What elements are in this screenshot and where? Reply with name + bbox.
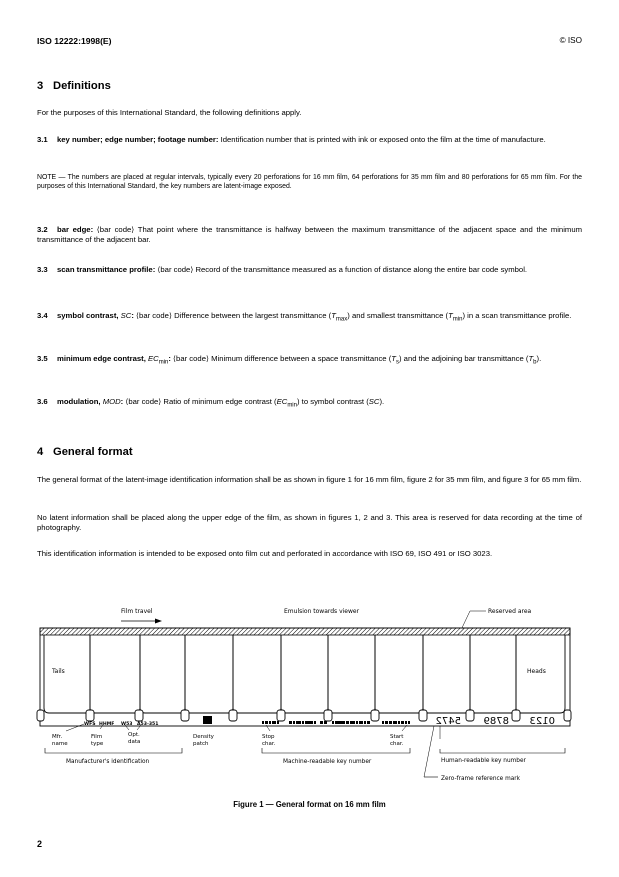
- subscript: min: [287, 402, 297, 409]
- text-part: ) to symbol contrast (: [296, 397, 369, 406]
- variable: T: [448, 311, 453, 320]
- text-part: ).: [379, 397, 385, 406]
- page-number: 2: [37, 839, 43, 849]
- definition-term: scan transmittance profile:: [57, 265, 156, 274]
- definition-text: ⟨bar code⟩ That point where the transmittance is halfway between the maximum transmittance of the adjacent space and the minimum transmittance of the adjacent bar.: [37, 225, 583, 244]
- key-number-1: 5472: [435, 716, 461, 727]
- definition-number: 3.6: [37, 397, 48, 406]
- text-part: ) and the adjoining bar transmittance (: [398, 354, 529, 363]
- text-part: ).: [536, 354, 542, 363]
- stop-char-label-2: char.: [262, 741, 276, 747]
- tails-label: Tails: [52, 668, 65, 675]
- text-part: ⟨bar code⟩ Difference between the largest transmittance (: [133, 311, 332, 320]
- machine-readable-label: Machine-readable key number: [283, 759, 372, 765]
- key-number-3: 0123: [529, 716, 555, 727]
- subscript: b: [533, 359, 537, 366]
- variable: T: [391, 354, 396, 363]
- opt-data-code: A53-351: [137, 722, 159, 727]
- subscript: min: [452, 316, 463, 323]
- start-char-label-2: char.: [390, 741, 404, 747]
- definition-term: symbol contrast,: [57, 311, 119, 320]
- definition-number: 3.2: [37, 225, 48, 234]
- text-part: ⟨bar code⟩ Minimum difference between a space transmittance (: [170, 354, 392, 363]
- opt-data-label-2: data: [128, 739, 141, 745]
- section-number: 4: [37, 446, 44, 458]
- film-format-figure: [0, 600, 619, 790]
- density-patch: [203, 716, 212, 724]
- variable: EC: [276, 397, 288, 406]
- definition-term: minimum edge contrast,: [57, 354, 146, 363]
- running-header-standard: ISO 12222:1998(E): [37, 36, 112, 46]
- note-key-numbers: NOTE — The numbers are placed at regular intervals, typically every 20 perforations for 16 mm film, 64 perforations for 35 mm film and 80 perforations for 65 mm film. For the purposes of this International Standard, the key numbers are latent-image exposed.: [37, 174, 582, 190]
- definition-text: ⟨bar code⟩ Record of the transmittance measured as a function of distance along the entire bar code symbol.: [155, 265, 528, 274]
- section-3-heading: [37, 80, 111, 92]
- figure-caption: Figure 1 — General format on 16 mm film: [233, 800, 386, 809]
- mfr-name-label-2: name: [52, 741, 68, 747]
- density-patch-label-2: patch: [193, 741, 209, 747]
- definition-3-6: [37, 397, 582, 407]
- heads-label: Heads: [527, 668, 546, 675]
- definition-number: 3.4: [37, 311, 48, 320]
- reserved-area-hatch: [40, 628, 570, 635]
- reserved-area-label: Reserved area: [488, 608, 532, 615]
- section-title: General format: [53, 446, 133, 458]
- section-4-heading: [37, 446, 133, 458]
- film-type-label-2: type: [91, 741, 104, 747]
- opt-data-label-1: Opt.: [128, 732, 140, 738]
- definition-number: 3.5: [37, 354, 48, 363]
- density-patch-label-1: Density: [193, 734, 214, 740]
- mfr-name-label-1: Mfr.: [52, 734, 63, 740]
- colon: :: [131, 311, 134, 320]
- symbol: EC: [148, 354, 159, 363]
- mfr-code: WFS: [84, 722, 96, 727]
- film-type-code: HHMF: [99, 722, 115, 727]
- key-number-2: 8789: [483, 716, 509, 727]
- human-readable-label: Human-readable key number: [441, 758, 526, 764]
- definition-3-1: [37, 135, 582, 145]
- section-title: Definitions: [53, 80, 111, 92]
- definition-number: 3.1: [37, 135, 48, 144]
- definition-text: Identification number that is printed with ink or exposed onto the film at the time of manufacture.: [218, 135, 546, 144]
- general-format-para-1: The general format of the latent-image identification information shall be as shown in figure 1 for 16 mm film, figure 2 for 35 mm film, and figure 3 for 65 mm film.: [37, 475, 582, 484]
- emulsion-label: Emulsion towards viewer: [284, 608, 360, 615]
- subscript: min: [158, 359, 169, 366]
- opt-code: W53: [121, 722, 133, 727]
- variable: SC: [368, 397, 380, 406]
- definition-term: bar edge:: [57, 225, 94, 234]
- section-number: 3: [37, 80, 44, 92]
- zero-frame-label: Zero-frame reference mark: [441, 776, 521, 782]
- stop-char-label-1: Stop: [262, 734, 275, 740]
- leader-lines: [66, 724, 440, 777]
- subscript: max: [335, 316, 348, 323]
- definition-term: modulation,: [57, 397, 101, 406]
- general-format-para-2: No latent information shall be placed along the upper edge of the film, as shown in figures 1, 2 and 3. This area is reserved for data recording at the time of photography.: [37, 513, 582, 532]
- colon: :: [168, 354, 171, 363]
- variable: T: [528, 354, 534, 363]
- variable: T: [331, 311, 336, 320]
- definition-3-5: [37, 354, 582, 364]
- definition-term: key number; edge number; footage number:: [57, 135, 219, 144]
- film-strip: [40, 628, 570, 726]
- film-travel-arrow-head: [155, 619, 162, 624]
- definition-number: 3.3: [37, 265, 48, 274]
- text-part: ) in a scan transmittance profile.: [462, 311, 572, 320]
- definition-3-4: [37, 311, 582, 321]
- film-type-label-1: Film: [91, 734, 103, 740]
- subscript: s: [395, 359, 399, 366]
- manufacturer-id-label: Manufacturer's identification: [66, 759, 150, 765]
- colon: :: [120, 397, 124, 406]
- start-char-label-1: Start: [390, 734, 404, 740]
- definitions-intro: For the purposes of this International Standard, the following definitions apply.: [37, 108, 302, 117]
- definition-3-3: [37, 265, 582, 275]
- symbol: MOD: [102, 397, 121, 406]
- symbol: SC: [120, 311, 132, 320]
- film-travel-label: Film travel: [121, 608, 153, 615]
- running-header-copyright: © ISO: [559, 36, 582, 45]
- text-part: ⟨bar code⟩ Ratio of minimum edge contrast (: [123, 397, 277, 406]
- general-format-para-3: This identification information is intended to be exposed onto film cut and perforated in accordance with ISO 69, ISO 491 or ISO 3023.: [37, 549, 493, 558]
- definition-3-2: [37, 225, 582, 245]
- text-part: ) and smallest transmittance (: [347, 311, 449, 320]
